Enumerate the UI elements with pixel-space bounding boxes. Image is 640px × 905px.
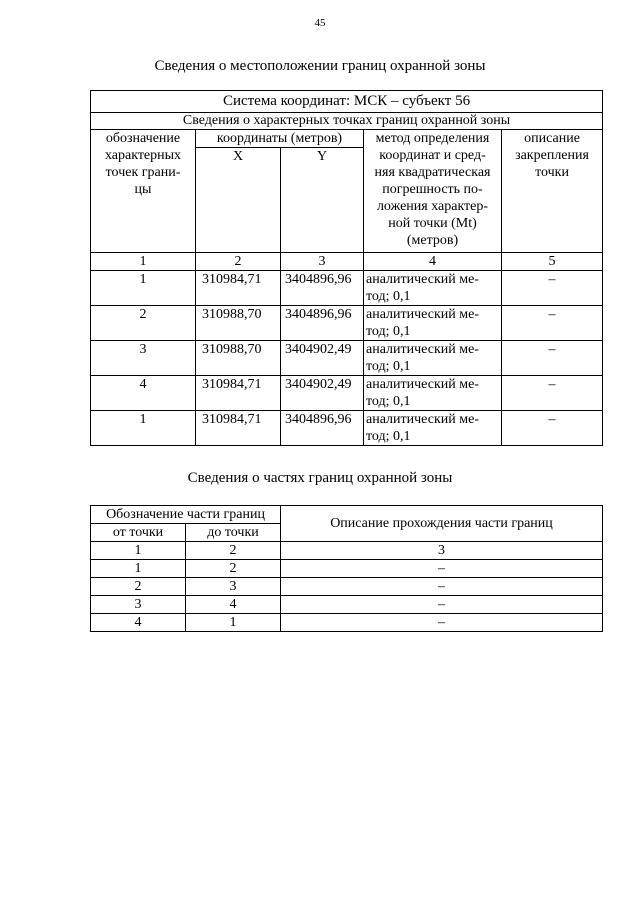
y-cell: 3404902,49 bbox=[281, 376, 364, 411]
from-cell: 4 bbox=[91, 614, 186, 632]
from-cell: 1 bbox=[91, 560, 186, 578]
x-header: X bbox=[196, 148, 281, 253]
from-cell: 3 bbox=[91, 596, 186, 614]
desc-cell: – bbox=[502, 341, 603, 376]
column-number: 1 bbox=[91, 253, 196, 271]
desc-cell: – bbox=[281, 560, 603, 578]
column-number: 4 bbox=[364, 253, 502, 271]
x-cell: 310988,70 bbox=[196, 306, 281, 341]
y-header: Y bbox=[281, 148, 364, 253]
part-designation-header: Обозначение части границ bbox=[91, 506, 281, 524]
method-cell: аналитический ме- тод; 0,1 bbox=[364, 306, 502, 341]
column-number: 5 bbox=[502, 253, 603, 271]
desc-cell: – bbox=[502, 411, 603, 446]
parts-table bbox=[90, 505, 603, 632]
table-row bbox=[91, 306, 603, 341]
desc-cell: – bbox=[502, 376, 603, 411]
to-cell: 3 bbox=[186, 578, 281, 596]
x-cell: 310984,71 bbox=[196, 411, 281, 446]
point-cell: 2 bbox=[91, 306, 196, 341]
table-row bbox=[91, 614, 603, 632]
to-point-header: до точки bbox=[186, 524, 281, 542]
x-cell: 310988,70 bbox=[196, 341, 281, 376]
desc-cell: – bbox=[281, 578, 603, 596]
table-row bbox=[91, 560, 603, 578]
section-title-parts: Сведения о частях границ охранной зоны bbox=[187, 470, 453, 486]
to-cell: 4 bbox=[186, 596, 281, 614]
fixation-description-header: описание закрепления точки bbox=[502, 130, 603, 253]
column-number: 3 bbox=[281, 253, 364, 271]
y-cell: 3404902,49 bbox=[281, 341, 364, 376]
points-table bbox=[90, 90, 603, 446]
table-row bbox=[91, 271, 603, 306]
table-row bbox=[91, 411, 603, 446]
method-cell: аналитический ме- тод; 0,1 bbox=[364, 411, 502, 446]
desc-cell: – bbox=[502, 271, 603, 306]
page-number: 45 bbox=[314, 17, 326, 29]
desc-cell: – bbox=[281, 614, 603, 632]
from-cell: 2 bbox=[91, 578, 186, 596]
x-cell: 310984,71 bbox=[196, 271, 281, 306]
point-cell: 1 bbox=[91, 411, 196, 446]
table-row bbox=[91, 578, 603, 596]
to-cell: 2 bbox=[186, 560, 281, 578]
method-cell: аналитический ме- тод; 0,1 bbox=[364, 271, 502, 306]
coordinate-system-cell: Система координат: МСК – субъект 56 bbox=[91, 91, 603, 113]
part-description-header: Описание прохождения части границ bbox=[281, 506, 603, 542]
point-cell: 4 bbox=[91, 376, 196, 411]
y-cell: 3404896,96 bbox=[281, 306, 364, 341]
section-title-boundaries: Сведения о местоположении границ охранной зоны bbox=[154, 58, 486, 74]
y-cell: 3404896,96 bbox=[281, 271, 364, 306]
table-row bbox=[91, 341, 603, 376]
point-cell: 1 bbox=[91, 271, 196, 306]
method-cell: аналитический ме- тод; 0,1 bbox=[364, 376, 502, 411]
points-subtitle-cell: Сведения о характерных точках границ охранной зоны bbox=[91, 113, 603, 130]
to-cell: 1 bbox=[186, 614, 281, 632]
column-number: 2 bbox=[186, 542, 281, 560]
method-header: метод определения координат и сред- няя квадратическая погрешность по- ложения характер- ной точки (Mt) (метров) bbox=[364, 130, 502, 253]
table-row bbox=[91, 376, 603, 411]
desc-cell: – bbox=[502, 306, 603, 341]
coordinates-header: координаты (метров) bbox=[196, 130, 364, 148]
x-cell: 310984,71 bbox=[196, 376, 281, 411]
column-number: 3 bbox=[281, 542, 603, 560]
desc-cell: – bbox=[281, 596, 603, 614]
column-number: 2 bbox=[196, 253, 281, 271]
from-point-header: от точки bbox=[91, 524, 186, 542]
table-row bbox=[91, 596, 603, 614]
point-cell: 3 bbox=[91, 341, 196, 376]
method-cell: аналитический ме- тод; 0,1 bbox=[364, 341, 502, 376]
column-number: 1 bbox=[91, 542, 186, 560]
y-cell: 3404896,96 bbox=[281, 411, 364, 446]
point-designation-header: обозначение характерных точек грани- цы bbox=[91, 130, 196, 253]
